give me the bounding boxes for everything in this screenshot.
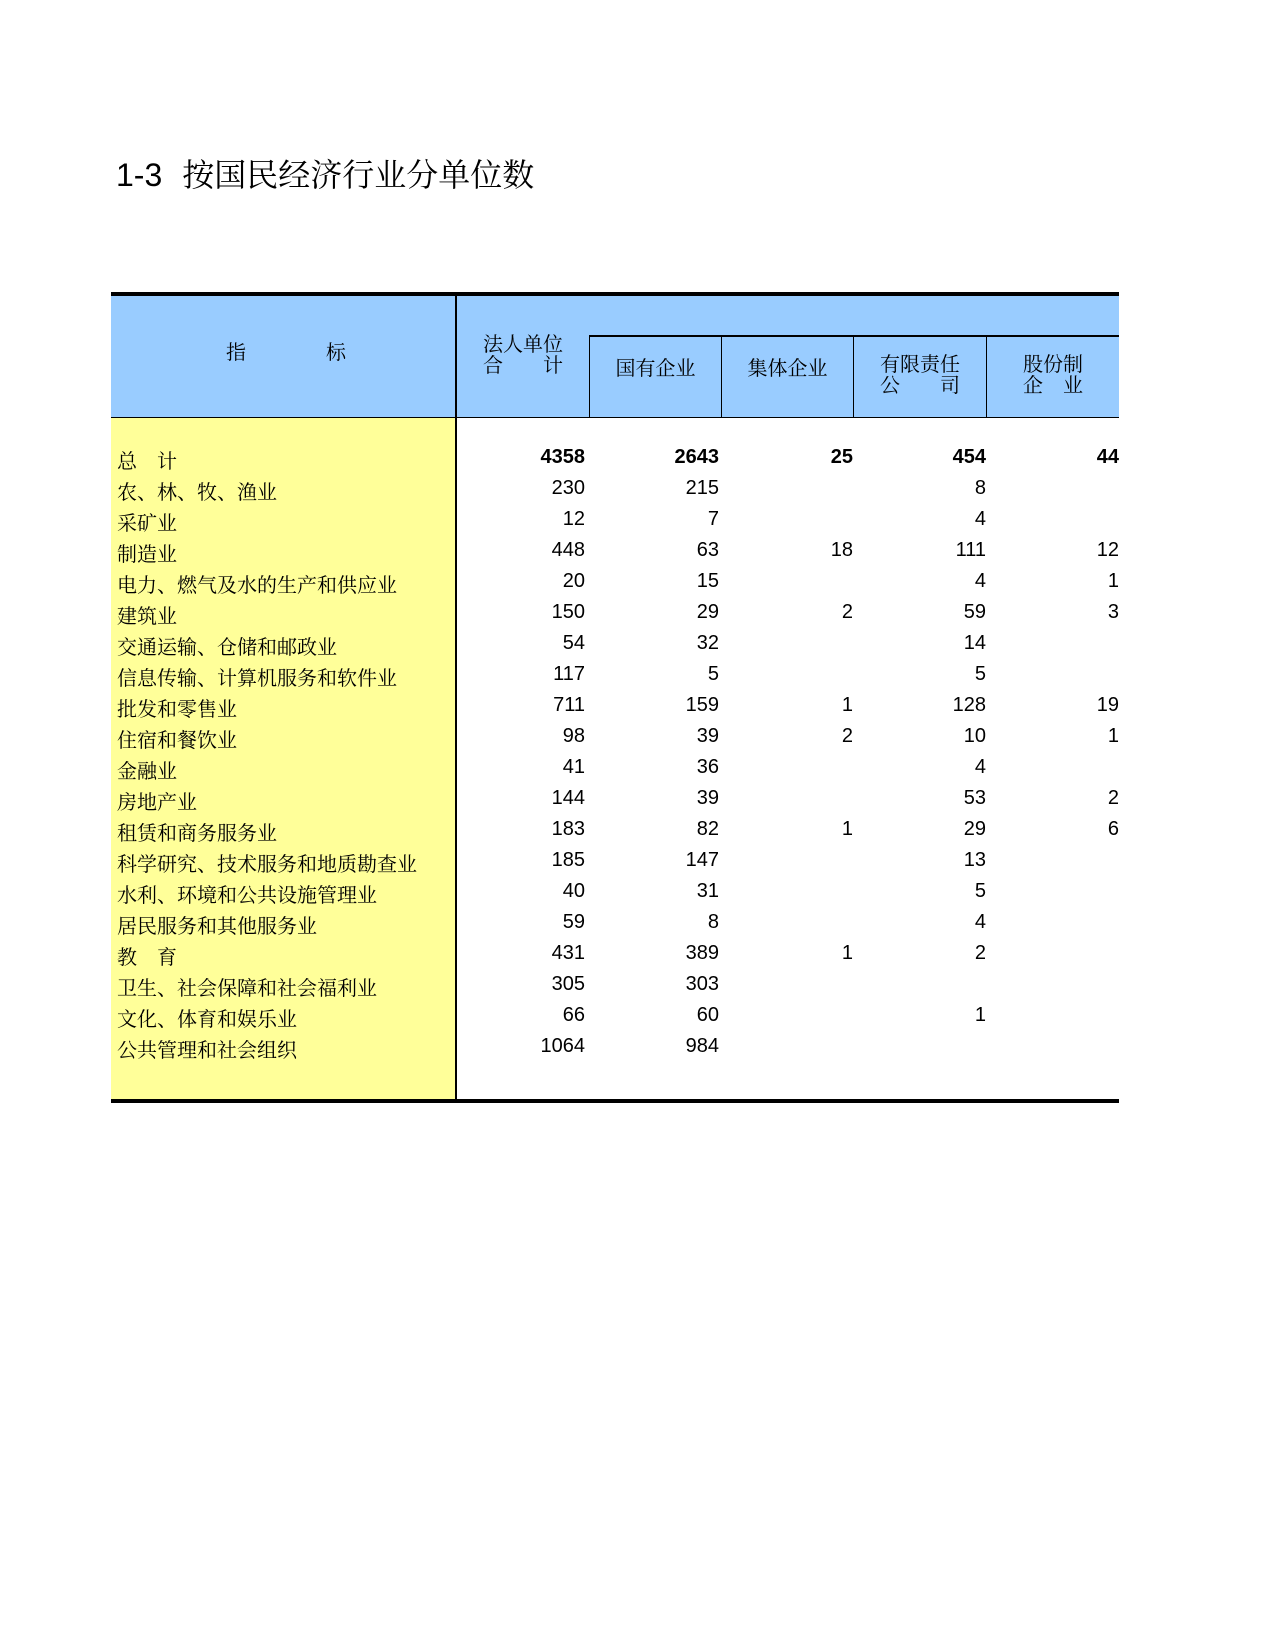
row-label: 租赁和商务服务业 <box>117 821 277 845</box>
row-label: 批发和零售业 <box>117 697 237 721</box>
table-row <box>111 659 1119 690</box>
cell-shares: 12 <box>1096 539 1119 561</box>
cell-state: 31 <box>696 880 719 902</box>
cell-llc: 1 <box>974 1004 986 1026</box>
cell-llc: 59 <box>963 601 986 623</box>
table-row <box>111 814 1119 845</box>
cell-state: 39 <box>696 787 719 809</box>
header-llc <box>854 354 986 396</box>
table-top-rule <box>111 292 1119 296</box>
table-row <box>111 907 1119 938</box>
row-label: 交通运输、仓储和邮政业 <box>117 635 337 659</box>
table-row <box>111 566 1119 597</box>
cell-state: 32 <box>696 632 719 654</box>
row-label: 建筑业 <box>117 604 177 628</box>
cell-llc: 454 <box>952 446 986 468</box>
cell-llc: 5 <box>974 663 986 685</box>
cell-shares: 1 <box>1107 570 1119 592</box>
cell-shares: 19 <box>1096 694 1119 716</box>
header-shares <box>987 354 1119 396</box>
cell-total: 305 <box>551 973 585 995</box>
cell-state: 82 <box>696 818 719 840</box>
table-row <box>111 1000 1119 1031</box>
cell-total: 54 <box>562 632 585 654</box>
row-label: 房地产业 <box>117 790 197 814</box>
cell-state: 389 <box>685 942 719 964</box>
cell-llc: 14 <box>963 632 986 654</box>
cell-total: 20 <box>562 570 585 592</box>
cell-total: 40 <box>562 880 585 902</box>
header-indicator-a: 指 <box>226 340 246 364</box>
row-label: 居民服务和其他服务业 <box>117 914 317 938</box>
cell-llc: 111 <box>955 539 986 561</box>
row-label: 农、林、牧、渔业 <box>117 480 277 504</box>
cell-state: 2643 <box>674 446 719 468</box>
row-label: 电力、燃气及水的生产和供应业 <box>117 573 397 597</box>
cell-llc: 29 <box>963 818 986 840</box>
table-row <box>111 783 1119 814</box>
subheader-rule <box>589 335 1119 337</box>
cell-total: 431 <box>551 942 585 964</box>
cell-state: 5 <box>707 663 719 685</box>
cell-total: 183 <box>551 818 585 840</box>
row-label: 采矿业 <box>117 511 177 535</box>
cell-state: 303 <box>685 973 719 995</box>
cell-total: 59 <box>562 911 585 933</box>
table-row <box>111 690 1119 721</box>
cell-state: 159 <box>685 694 719 716</box>
table-row <box>111 938 1119 969</box>
header-shares-line1: 股份制 <box>1023 352 1083 376</box>
cell-state: 39 <box>696 725 719 747</box>
cell-shares: 6 <box>1107 818 1119 840</box>
cell-llc: 53 <box>963 787 986 809</box>
header-llc-line2: 公 司 <box>880 373 960 397</box>
header-indicator <box>211 342 361 363</box>
cell-collective: 1 <box>841 818 853 840</box>
cell-collective: 2 <box>841 601 853 623</box>
cell-total: 185 <box>551 849 585 871</box>
cell-llc: 2 <box>974 942 986 964</box>
table-row <box>111 597 1119 628</box>
row-label: 科学研究、技术服务和地质勘查业 <box>117 852 417 876</box>
table-row <box>111 845 1119 876</box>
row-label: 文化、体育和娱乐业 <box>117 1007 297 1031</box>
cell-llc: 8 <box>974 477 986 499</box>
cell-shares: 3 <box>1107 601 1119 623</box>
table-row <box>111 969 1119 1000</box>
table-row <box>111 721 1119 752</box>
header-total-line1: 法人单位 <box>483 332 563 356</box>
cell-state: 7 <box>707 508 719 530</box>
cell-llc: 13 <box>963 849 986 871</box>
table-title: 按国民经济行业分单位数 <box>182 156 535 194</box>
page-title <box>116 150 534 196</box>
row-label: 教 育 <box>117 945 177 969</box>
cell-collective: 25 <box>830 446 853 468</box>
row-label: 卫生、社会保障和社会福利业 <box>117 976 377 1000</box>
table-row <box>111 504 1119 535</box>
table-row <box>111 535 1119 566</box>
cell-llc: 4 <box>974 508 986 530</box>
cell-collective: 2 <box>841 725 853 747</box>
row-label: 制造业 <box>117 542 177 566</box>
table-number: 1-3 <box>116 157 163 193</box>
cell-state: 8 <box>707 911 719 933</box>
cell-total: 12 <box>562 508 585 530</box>
row-label: 信息传输、计算机服务和软件业 <box>117 666 397 690</box>
cell-state: 215 <box>685 477 719 499</box>
header-total <box>457 334 589 376</box>
cell-llc: 128 <box>952 694 986 716</box>
cell-llc: 4 <box>974 570 986 592</box>
table-row <box>111 473 1119 504</box>
table-row <box>111 752 1119 783</box>
row-label: 总 计 <box>117 449 177 473</box>
cell-total: 1064 <box>540 1035 585 1057</box>
cell-total: 448 <box>551 539 585 561</box>
header-collective: 集体企业 <box>747 356 828 380</box>
cell-state: 36 <box>696 756 719 778</box>
header-shares-line2: 企 业 <box>1023 373 1083 397</box>
cell-llc: 5 <box>974 880 986 902</box>
cell-state: 147 <box>685 849 719 871</box>
cell-state: 63 <box>696 539 719 561</box>
cell-collective: 1 <box>841 694 853 716</box>
cell-total: 230 <box>551 477 585 499</box>
cell-llc: 4 <box>974 756 986 778</box>
table-row <box>111 628 1119 659</box>
cell-shares: 1 <box>1107 725 1119 747</box>
header-state: 国有企业 <box>615 356 696 380</box>
table-row <box>111 1031 1119 1062</box>
row-label: 住宿和餐饮业 <box>117 728 237 752</box>
row-label: 金融业 <box>117 759 177 783</box>
row-label: 水利、环境和公共设施管理业 <box>117 883 377 907</box>
table-bottom-rule <box>111 1099 1119 1103</box>
header-indicator-b: 标 <box>326 340 346 364</box>
table-row <box>111 876 1119 907</box>
cell-total: 117 <box>553 663 585 685</box>
statistics-table <box>111 292 1119 1103</box>
cell-state: 984 <box>685 1035 719 1057</box>
header-total-line2: 合 计 <box>483 353 563 377</box>
cell-state: 60 <box>696 1004 719 1026</box>
row-label: 公共管理和社会组织 <box>117 1038 297 1062</box>
cell-total: 98 <box>562 725 585 747</box>
cell-total: 144 <box>551 787 585 809</box>
header-llc-line1: 有限责任 <box>880 352 960 376</box>
cell-total: 41 <box>562 756 585 778</box>
cell-total: 4358 <box>540 446 585 468</box>
cell-shares: 2 <box>1107 787 1119 809</box>
cell-state: 15 <box>696 570 719 592</box>
cell-state: 29 <box>696 601 719 623</box>
cell-llc: 10 <box>963 725 986 747</box>
cell-collective: 18 <box>830 539 853 561</box>
cell-total: 150 <box>551 601 585 623</box>
cell-shares: 44 <box>1096 446 1119 468</box>
cell-collective: 1 <box>841 942 853 964</box>
cell-llc: 4 <box>974 911 986 933</box>
table-row <box>111 442 1119 473</box>
cell-total: 66 <box>562 1004 585 1026</box>
cell-total: 711 <box>553 694 585 716</box>
